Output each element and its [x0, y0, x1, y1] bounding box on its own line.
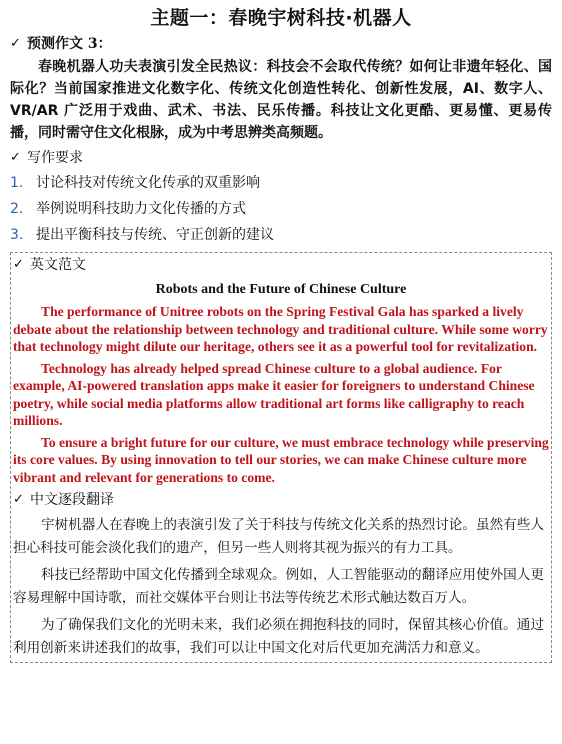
- prediction-heading: [10, 34, 552, 54]
- document-page: [10, 6, 552, 663]
- list-item: [10, 196, 552, 222]
- translation-paragraph: 科技已经帮助中国文化传播到全球观众。例如，人工智能驱动的翻译应用使外国人更容易理解中国诗歌，而社交媒体平台则让书法等传统艺术形式触达数百万人。: [13, 567, 544, 606]
- essay-box: [10, 252, 552, 663]
- translation-heading-label: 中文逐段翻译: [30, 492, 114, 508]
- essay-title: Robots and the Future of Chinese Culture: [155, 282, 407, 297]
- prediction-heading-label: 预测作文 3：: [27, 36, 112, 52]
- list-item-number: 1.: [10, 175, 24, 191]
- translation-paragraph: 为了确保我们文化的光明未来，我们必须在拥抱科技的同时，保留其核心价值。通过利用创新来讲述我们的故事，我们可以让中国文化对后代更加充满活力和意义。: [13, 617, 544, 656]
- list-item-text: 举例说明科技助力文化传播的方式: [36, 201, 246, 217]
- translation-heading: [11, 490, 551, 510]
- check-mark-icon: ✓: [13, 492, 24, 507]
- essay-paragraph: Technology has already helped spread Chinese culture to a global audience. For example, AI-powered translation apps make it easier for foreigners to understand Chinese poetry, while social media platforms allow traditional art forms like calligraphy to reach millions.: [13, 360, 535, 428]
- list-item-text: 讨论科技对传统文化传承的双重影响: [36, 175, 260, 191]
- essay-paragraph: To ensure a bright future for our culture, we must embrace technology while preserving its core values. By using innovation to tell our stories, we can make Chinese culture more vibrant and relevant for generations to come.: [13, 434, 549, 485]
- prediction-text: 春晚机器人功夫表演引发全民热议：科技会不会取代传统？如何让非遗年轻化、国际化？当前国家推进文化数字化、传统文化创造性转化、创新性发展，AI、数字人、VR/AR 广泛用于戏曲、武术、书法、民乐传播。科技让文化更酷、更易懂、更易传播，同时需守住文化根脉，成为中考思辨类高频题。: [10, 59, 552, 141]
- list-item: [10, 170, 552, 196]
- page-title: 主题一：春晚宇树科技·机器人: [150, 7, 412, 29]
- check-mark-icon: ✓: [13, 257, 24, 272]
- list-item: [10, 222, 552, 248]
- list-item-number: 2.: [10, 201, 24, 217]
- translation-paragraph: 宇树机器人在春晚上的表演引发了关于科技与传统文化关系的热烈讨论。虽然有些人担心科技可能会淡化我们的遗产，但另一些人则将其视为振兴的有力工具。: [13, 517, 544, 556]
- list-item-number: 3.: [10, 227, 24, 243]
- list-item-text: 提出平衡科技与传统、守正创新的建议: [36, 227, 274, 243]
- check-mark-icon: ✓: [10, 150, 21, 165]
- requirements-list: [10, 170, 552, 248]
- check-mark-icon: ✓: [10, 36, 21, 51]
- essay-heading: [11, 255, 551, 275]
- essay-paragraph: The performance of Unitree robots on the Spring Festival Gala has sparked a lively debate about the relationship between technology and traditional culture. While some worry that technology might dilute our heritage, others see it as a powerful tool for revitalization.: [13, 304, 548, 354]
- requirements-heading-label: 写作要求: [27, 150, 83, 166]
- requirements-heading: [10, 148, 552, 168]
- essay-heading-label: 英文范文: [30, 257, 86, 273]
